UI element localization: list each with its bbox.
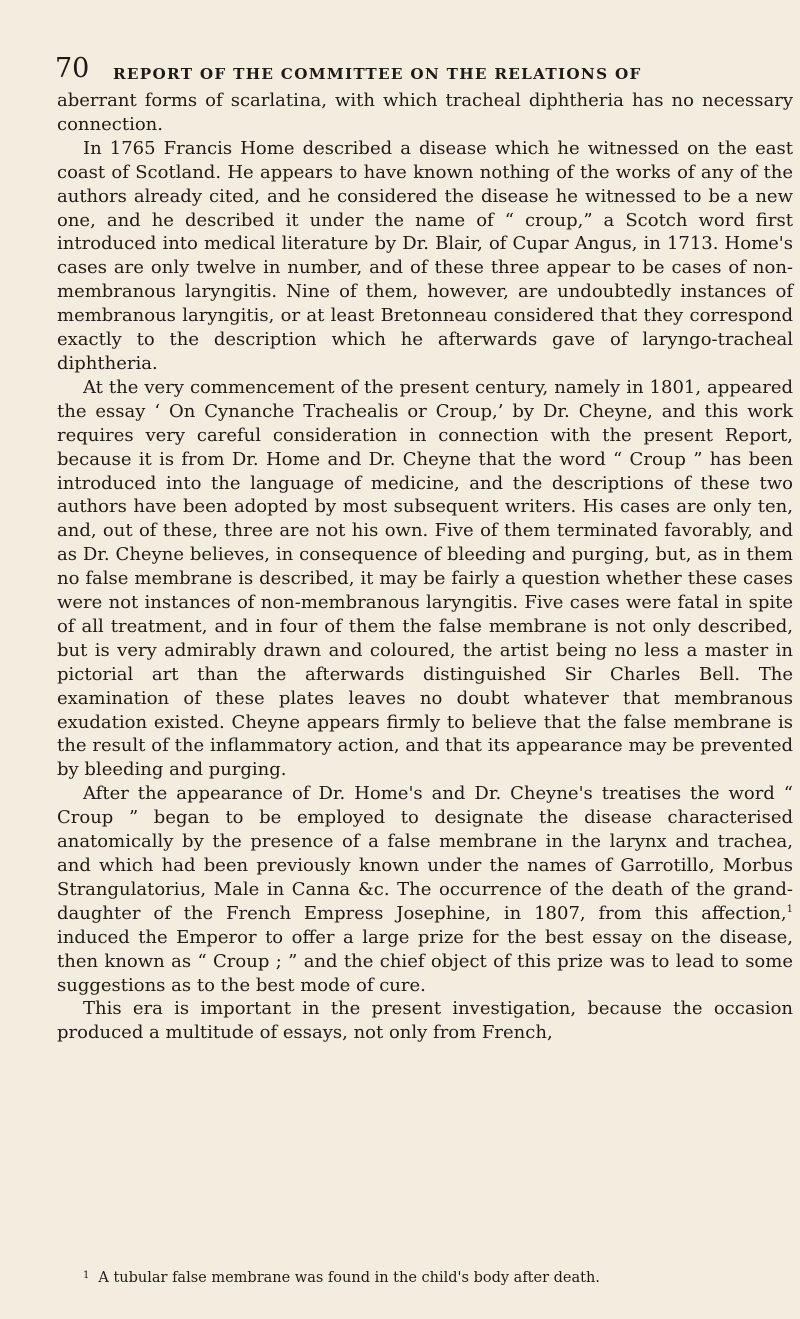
- page-header: [55, 48, 770, 88]
- footnote-mark: 1: [83, 1270, 90, 1281]
- paragraph-croup-term: [57, 782, 793, 997]
- footnote: [83, 1266, 600, 1288]
- footnote-reference: 1: [786, 903, 793, 915]
- page-number: 70: [55, 53, 90, 84]
- paragraph-cheyne-1801: At the very commencement of the present century, namely in 1801, appeared the essay ‘ On Cynanche Trachealis or Croup,’ by Dr. Cheyne, and this work requires very careful consideration in connection with the present Report, because it is from Dr. Home and Dr. Cheyne that the word “ Croup ” has been introduced into the language of medicine, and the descriptions of these two authors have been adopted by most subsequent writers. His cases are only ten, and, out of these, three are not his own. Five of them terminated favorably, and as Dr. Cheyne believes, in consequence of bleeding and purging, but, as in them no false membrane is described, it may be fairly a question whether these cases were not instances of non-membranous laryngitis. Five cases were fatal in spite of all treatment, and in four of them the false membrane is not only described, but is very admirably drawn and coloured, the artist being no less a master in pictorial art than the afterwards distinguished Sir Charles Bell. The examination of these plates leaves no doubt whatever that membranous exudation existed. Cheyne appears firmly to believe that the false membrane is the result of the inflammatory action, and that its appearance may be prevented by bleeding and purging.: [57, 376, 793, 781]
- body-text: [57, 89, 793, 1045]
- paragraph-continuation: aberrant forms of scarlatina, with which tracheal diphtheria has no necessary connection.: [57, 90, 793, 135]
- paragraph-era: This era is important in the present investigation, because the occasion produced a multitude of essays, not only from French,: [57, 998, 793, 1044]
- paragraph-croup-term-text: After the appearance of Dr. Home's and Dr. Cheyne's treatises the word “ Croup ” began to be employed to designate the disease characterised anatomically by the presence of a false membrane in the larynx and trachea, and which had been previously known under the names of Garrotillo, Morbus Strangulatorius, Male in Canna &c. The occurrence of the death of the grand-daughter of the French Empress Josephine, in 1807, from this affection,: [57, 783, 793, 924]
- footnote-text: A tubular false membrane was found in the child's body after death.: [98, 1270, 600, 1286]
- paragraph-home-1765: In 1765 Francis Home described a disease which he witnessed on the east coast of Scotland. He appears to have known nothing of the works of any of the authors already cited, and he considered the disease he witnessed to be a new one, and he described it under the name of “ croup,” a Scotch word first introduced into medical literature by Dr. Blair, of Cupar Angus, in 1713. Home's cases are only twelve in number, and of these three appear to be cases of non-membranous laryngitis. Nine of them, however, are undoubtedly instances of membranous laryngitis, or at least Bretonneau considered that they correspond exactly to the description which he afterwards gave of laryngo-tracheal diphtheria.: [57, 137, 793, 374]
- paragraph-croup-term-rest: induced the Emperor to offer a large prize for the best essay on the disease, then known as “ Croup ; ” and the chief object of this prize was to lead to some suggestions as to the best mode of cure.: [57, 926, 793, 996]
- running-head: REPORT OF THE COMMITTEE ON THE RELATIONS OF: [113, 65, 642, 83]
